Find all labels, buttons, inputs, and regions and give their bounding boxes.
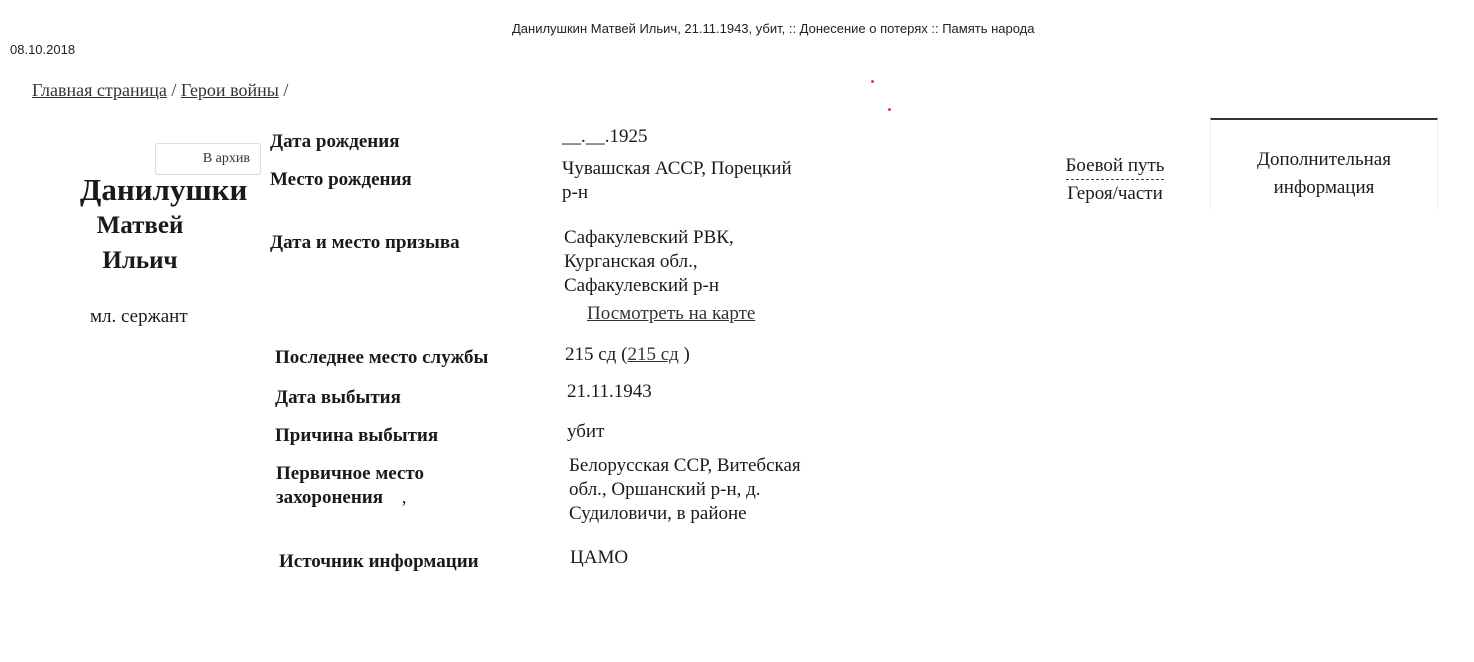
additional-info-tab[interactable] <box>1210 118 1438 210</box>
source-value: ЦАМО <box>570 547 629 568</box>
person-rank: мл. сержант <box>90 306 188 327</box>
archive-button[interactable]: В архив <box>155 143 261 175</box>
paren-open: ( <box>621 344 628 365</box>
conscription-line: Сафакулевский РВК, <box>564 227 734 248</box>
scan-speck <box>888 108 891 111</box>
birth-date-value: __.__.1925 <box>562 126 648 147</box>
birth-date-label: Дата рождения <box>270 131 400 152</box>
burial-line: Судиловичи, в районе <box>569 503 747 524</box>
burial-value <box>569 454 801 526</box>
breadcrumb-separator: / <box>283 80 289 100</box>
birth-place-value <box>562 157 792 205</box>
unit-link[interactable]: 215 сд <box>627 344 679 365</box>
breadcrumb-heroes-link[interactable]: Герои войны <box>180 80 279 100</box>
conscription-value <box>564 226 734 298</box>
additional-info-line: Дополнительная <box>1257 149 1391 170</box>
burial-label-line: захоронения , <box>276 487 407 508</box>
burial-line: обл., Оршанский р-н, д. <box>569 479 761 500</box>
breadcrumb <box>32 80 288 101</box>
conscription-line: Сафакулевский р-н <box>564 275 719 296</box>
view-on-map-link[interactable]: Посмотреть на карте <box>587 303 756 324</box>
burial-label-line: Первичное место <box>276 463 424 484</box>
burial-label <box>276 462 424 510</box>
breadcrumb-home-link[interactable]: Главная страница <box>32 80 167 100</box>
combat-path-link[interactable] <box>1040 152 1190 207</box>
person-patronymic: Ильич <box>102 247 178 274</box>
print-page-title: Данилушкин Матвей Ильич, 21.11.1943, убит, :: Донесение о потерях :: Память народа <box>512 21 1035 36</box>
combat-path-line: Боевой путь <box>1066 152 1165 180</box>
last-service-label: Последнее место службы <box>275 347 489 368</box>
additional-info-line: информация <box>1273 177 1375 198</box>
paren-close: ) <box>683 344 690 365</box>
conscription-label: Дата и место призыва <box>270 232 460 253</box>
last-service-unit: 215 сд <box>565 344 617 365</box>
retire-reason-label: Причина выбытия <box>275 425 439 446</box>
print-date: 08.10.2018 <box>10 42 76 57</box>
person-first-name: Матвей <box>96 212 184 239</box>
last-service-value <box>565 343 690 367</box>
birth-place-line: Чувашская АССР, Порецкий <box>562 158 792 179</box>
breadcrumb-separator: / <box>171 80 177 100</box>
combat-path-line: Героя/части <box>1067 183 1163 204</box>
source-label: Источник информации <box>279 551 479 572</box>
person-surname: Данилушки <box>80 172 248 207</box>
retire-reason-value: убит <box>567 421 605 442</box>
retire-date-label: Дата выбытия <box>275 387 401 408</box>
birth-place-label: Место рождения <box>270 169 412 190</box>
conscription-line: Курганская обл., <box>564 251 698 272</box>
retire-date-value: 21.11.1943 <box>567 381 652 402</box>
burial-line: Белорусская ССР, Витебская <box>569 455 801 476</box>
birth-place-line: р-н <box>562 182 588 203</box>
scan-speck <box>871 80 874 83</box>
stray-mark: , <box>401 487 407 508</box>
